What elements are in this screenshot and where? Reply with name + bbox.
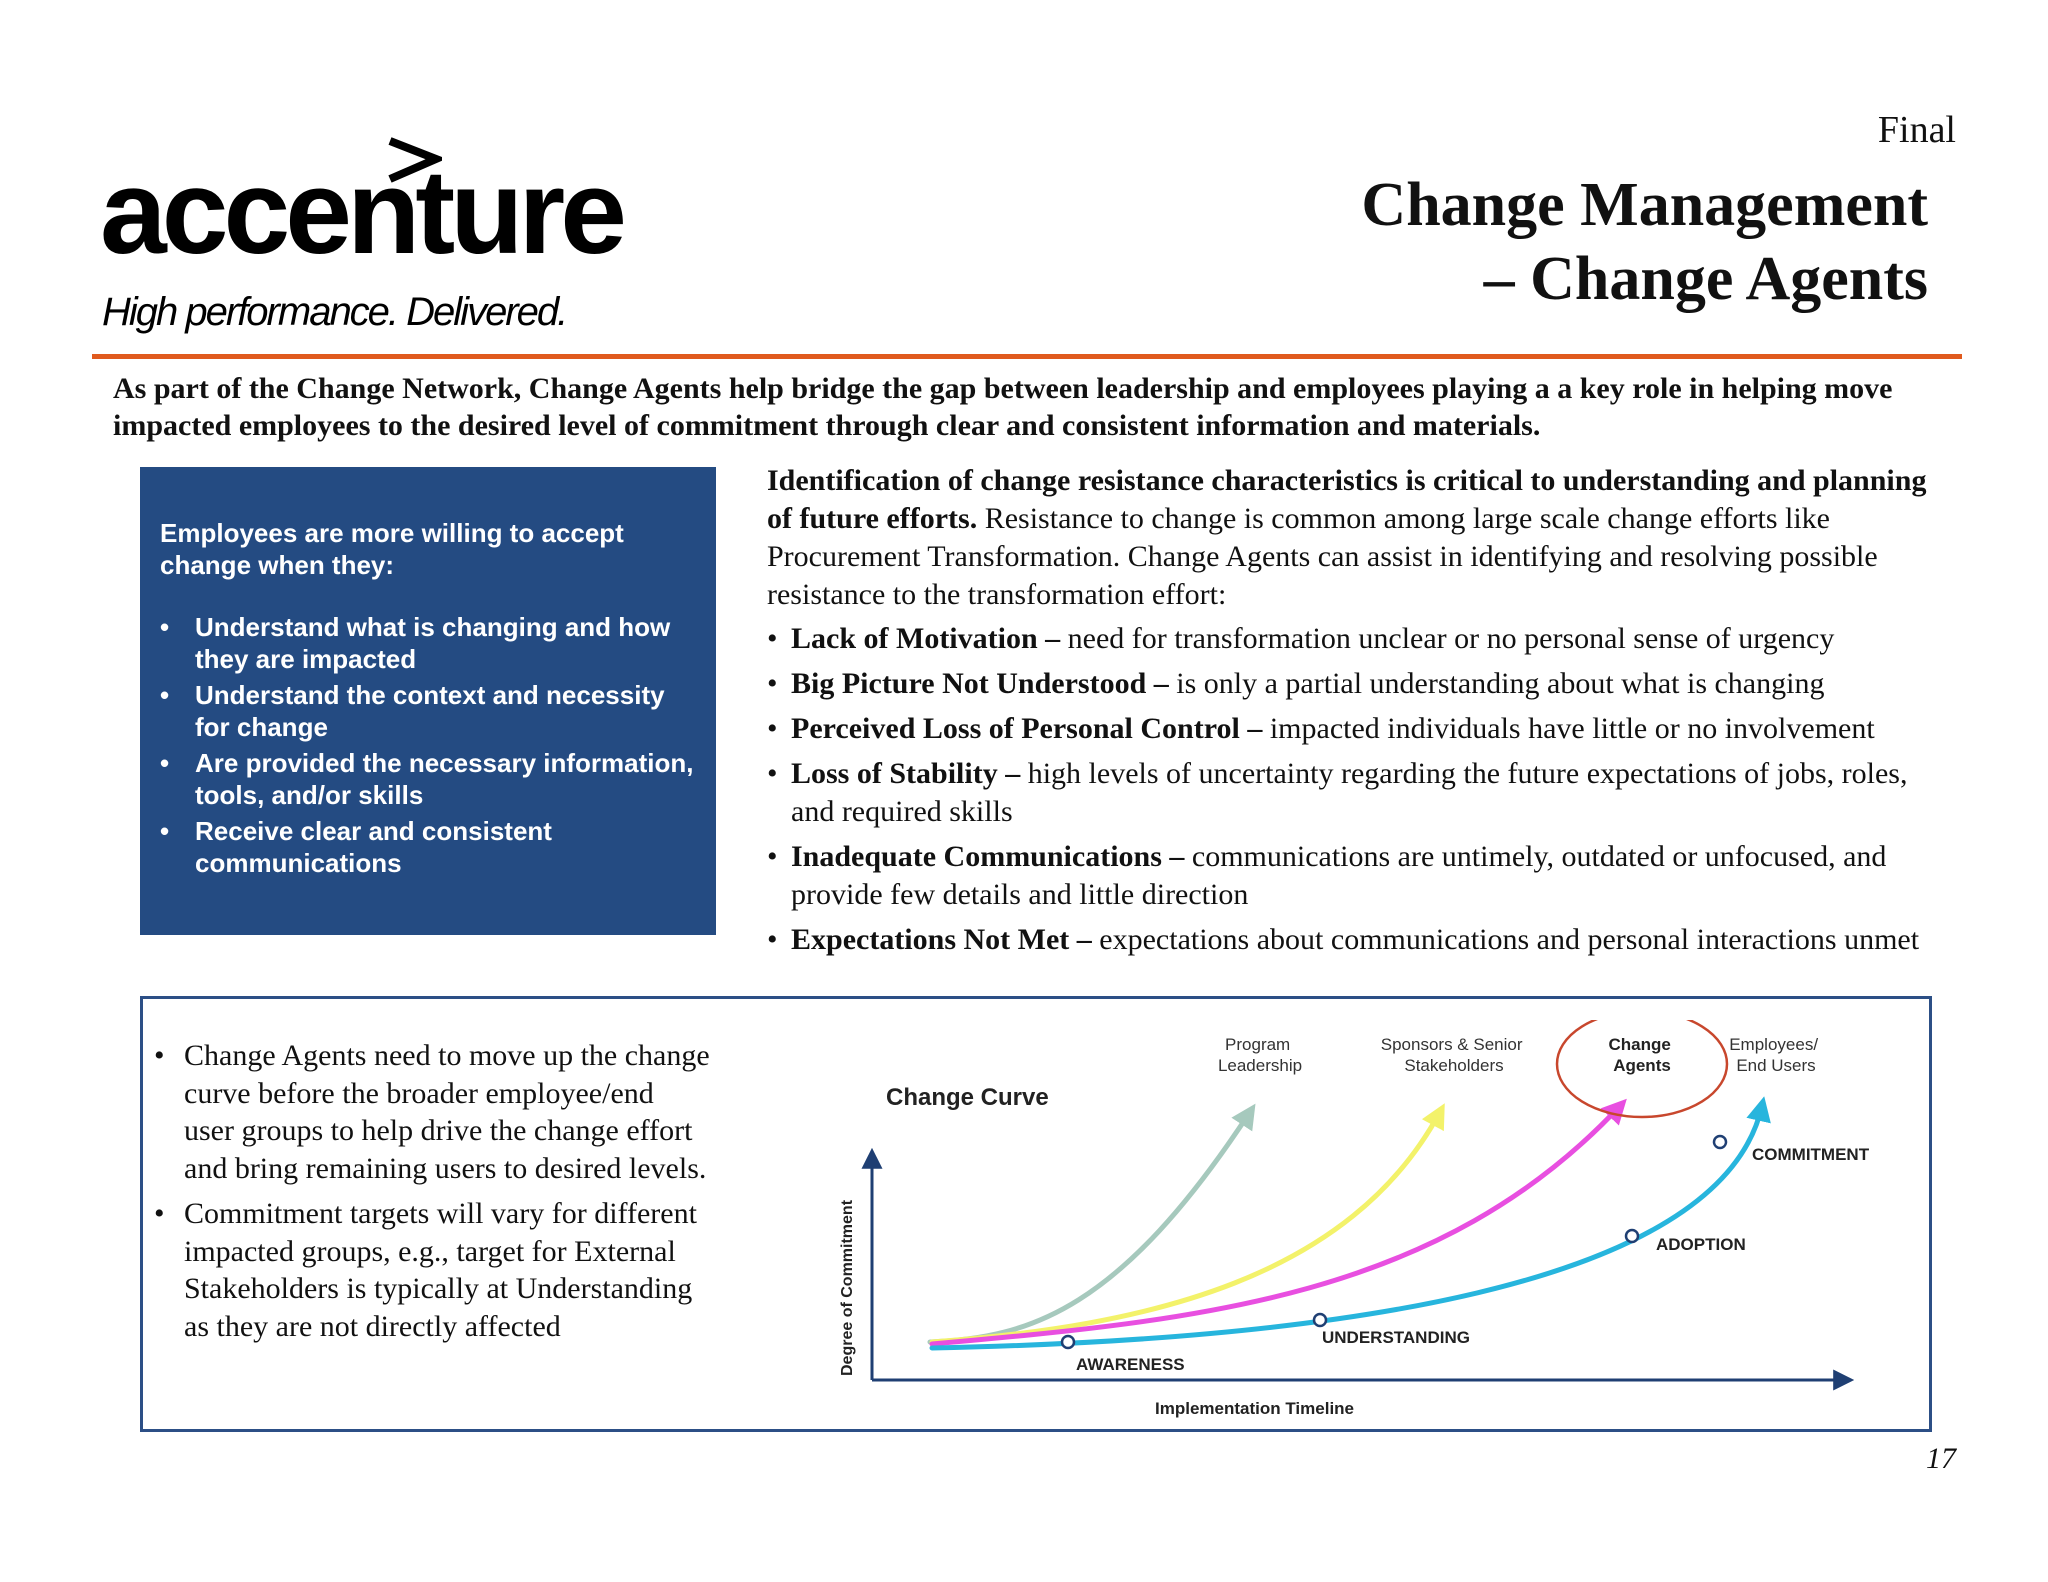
list-item bbox=[767, 710, 1937, 748]
change-curve-diagram bbox=[820, 1020, 1900, 1420]
group-label-line: Stakeholders bbox=[1404, 1056, 1504, 1075]
group-label-sponsors-stakeholders bbox=[1381, 1035, 1527, 1075]
resistance-term: Perceived Loss of Personal Control – bbox=[791, 712, 1263, 745]
list-item bbox=[767, 620, 1937, 658]
list-item bbox=[767, 755, 1937, 831]
stage-marker-adoption bbox=[1626, 1230, 1638, 1242]
resistance-term: Inadequate Communications – bbox=[791, 840, 1185, 873]
change-agent-notes-list bbox=[150, 1037, 710, 1345]
header-divider bbox=[92, 354, 1962, 359]
accenture-logo-wordmark: accenture bbox=[100, 145, 622, 279]
resistance-desc: communications are untimely, outdated or unfocused, and provide few details and little direction bbox=[791, 840, 1887, 911]
group-label-line: End Users bbox=[1736, 1056, 1816, 1075]
stage-label-awareness: AWARENESS bbox=[1076, 1355, 1185, 1374]
list-item bbox=[767, 665, 1937, 703]
stage-label-understanding: UNDERSTANDING bbox=[1322, 1328, 1470, 1347]
stage-marker-understanding bbox=[1314, 1314, 1326, 1326]
resistance-desc: impacted individuals have little or no involvement bbox=[1262, 712, 1875, 745]
stage-marker-commitment bbox=[1714, 1136, 1726, 1148]
list-item: • Commitment targets will vary for different impacted groups, e.g., target for External Stakeholders is typically at Understanding as they are not directly affected bbox=[150, 1195, 710, 1345]
group-label-line: Sponsors & Senior bbox=[1380, 1035, 1523, 1054]
intro-paragraph: As part of the Change Network, Change Agents help bridge the gap between leadership and employees playing a a key role in helping move impacted employees to the desired level of commitment through clear and consistent information and materials. bbox=[113, 372, 1893, 442]
resistance-term: Big Picture Not Understood – bbox=[791, 667, 1169, 700]
list-item: • Receive clear and consistent communications bbox=[160, 815, 696, 879]
accenture-chevron-icon bbox=[386, 137, 442, 183]
group-label-change-agents bbox=[1608, 1035, 1675, 1075]
resistance-section bbox=[767, 462, 1937, 966]
y-axis-label: Degree of Commitment bbox=[839, 1199, 856, 1376]
resistance-lead bbox=[767, 462, 1937, 614]
stage-label-adoption: ADOPTION bbox=[1656, 1235, 1746, 1254]
change-curve-title: Change Curve bbox=[886, 1084, 1049, 1111]
resistance-list bbox=[767, 620, 1937, 959]
document-status-label: Final bbox=[1877, 109, 1956, 151]
page-title-line-2: – Change Agents bbox=[1483, 245, 1928, 313]
page-title-line-1: Change Management bbox=[1361, 171, 1928, 239]
resistance-term: Loss of Stability – bbox=[791, 757, 1021, 790]
x-axis-label: Implementation Timeline bbox=[1155, 1399, 1355, 1418]
group-label-line: Agents bbox=[1613, 1056, 1671, 1075]
group-label-line: Employees/ bbox=[1729, 1035, 1819, 1054]
resistance-desc: high levels of uncertainty regarding the future expectations of jobs, roles, and required skills bbox=[791, 757, 1908, 828]
resistance-lead-rest: Resistance to change is common among large scale change efforts like Procurement Transformation. Change Agents can assist in identifying and resolving possible resistance to the transformation effort: bbox=[767, 502, 1878, 611]
list-item: • Understand the context and necessity for change bbox=[160, 679, 696, 743]
list-item bbox=[767, 921, 1937, 959]
curve-change-agents bbox=[932, 1106, 1620, 1344]
change-agent-notes bbox=[150, 1037, 710, 1353]
list-item: • Are provided the necessary information, tools, and/or skills bbox=[160, 747, 696, 811]
group-label-line: Leadership bbox=[1217, 1056, 1303, 1075]
group-label-program-leadership bbox=[1218, 1035, 1302, 1075]
accenture-logo-tagline: High performance. Delivered. bbox=[102, 290, 567, 334]
resistance-desc: expectations about communications and personal interactions unmet bbox=[1091, 923, 1920, 956]
resistance-desc: is only a partial understanding about what is changing bbox=[1168, 667, 1825, 700]
resistance-lead-bold: Identification of change resistance characteristics is critical to understanding and planning of future efforts. bbox=[767, 464, 1927, 535]
page-number: 17 bbox=[1926, 1442, 1956, 1475]
willingness-box-lead: Employees are more willing to accept change when they: bbox=[160, 518, 624, 580]
list-item: • Change Agents need to move up the change curve before the broader employee/end user groups to help drive the change effort and bring remaining users to desired levels. bbox=[150, 1037, 710, 1187]
group-label-line: Program bbox=[1225, 1035, 1291, 1054]
group-label-line: Change bbox=[1608, 1035, 1671, 1054]
resistance-term: Expectations Not Met – bbox=[791, 923, 1092, 956]
willingness-list bbox=[160, 611, 696, 879]
resistance-desc: need for transformation unclear or no personal sense of urgency bbox=[1060, 622, 1835, 655]
willingness-box bbox=[140, 467, 716, 935]
list-item bbox=[767, 838, 1937, 914]
curve-sponsors-stakeholders bbox=[932, 1112, 1440, 1342]
list-item: • Understand what is changing and how they are impacted bbox=[160, 611, 696, 675]
page-title bbox=[1228, 168, 1928, 316]
stage-label-commitment: COMMITMENT bbox=[1752, 1145, 1870, 1164]
group-label-employees-end-users bbox=[1729, 1035, 1823, 1075]
stage-marker-awareness bbox=[1062, 1336, 1074, 1348]
resistance-term: Lack of Motivation – bbox=[791, 622, 1061, 655]
curve-program-leadership bbox=[930, 1112, 1250, 1342]
